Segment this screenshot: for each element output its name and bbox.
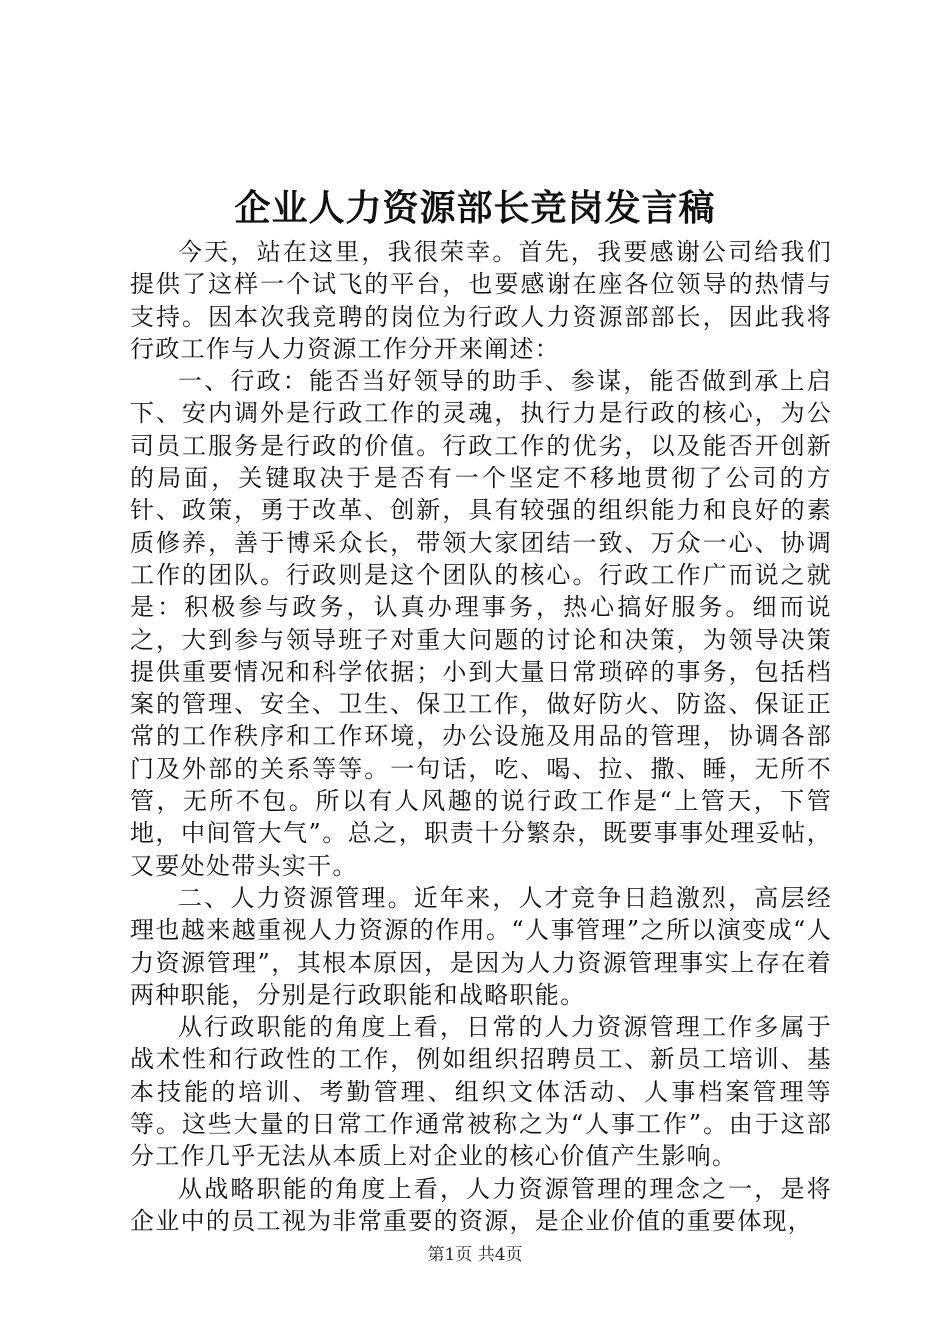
document-title: 企业人力资源部长竞岗发言稿 bbox=[234, 187, 716, 229]
paragraph-hr-management: 二、人力资源管理。近年来，人才竞争日趋激烈，高层经理也越来越重视人力资源的作用。“人事管理”之所以演变成“人力资源管理”，其根本原因，是因为人力资源管理事实上存在着两种职能，分别是行政职能和战略职能。 bbox=[130, 883, 832, 1009]
paragraph-administrative-function: 从行政职能的角度上看，日常的人力资源管理工作多属于战术性和行政性的工作，例如组织招聘员工、新员工培训、基本技能的培训、考勤管理、组织文体活动、人事档案管理等等。这些大量的日常工作通常被称之为“人事工作”。由于这部分工作几乎无法从本质上对企业的核心价值产生影响。 bbox=[130, 1013, 832, 1171]
paragraph-intro: 今天，站在这里，我很荣幸。首先，我要感谢公司给我们提供了这样一个试飞的平台，也要感谢在座各位领导的热情与支持。因本次我竞聘的岗位为行政人力资源部部长，因此我将行政工作与人力资源工作分开来阐述： bbox=[130, 238, 832, 363]
document-body bbox=[130, 236, 832, 1237]
paragraph-strategic-function: 从战略职能的角度上看，人力资源管理的理念之一，是将企业中的员工视为非常重要的资源，是企业价值的重要体现， bbox=[130, 1174, 832, 1235]
page-footer: 第1页 共4页 bbox=[427, 1245, 523, 1265]
paragraph-administration: 一、行政：能否当好领导的助手、参谋，能否做到承上启下、安内调外是行政工作的灵魂，执行力是行政的核心，为公司员工服务是行政的价值。行政工作的优劣，以及能否开创新的局面，关键取决于是否有一个坚定不移地贯彻了公司的方针、政策，勇于改革、创新，具有较强的组织能力和良好的素质修养，善于博采众长，带领大家团结一致、万众一心、协调工作的团队。行政则是这个团队的核心。行政工作广而说之就是：积极参与政务，认真办理事务，热心搞好服务。细而说之，大到参与领导班子对重大问题的讨论和决策，为领导决策提供重要情况和科学依据；小到大量日常琐碎的事务，包括档案的管理、安全、卫生、保卫工作，做好防火、防盗、保证正常的工作秩序和工作环境，办公设施及用品的管理，协调各部门及外部的关系等等。一句话，吃、喝、拉、撒、睡，无所不管，无所不包。所以有人风趣的说行政工作是“上管天，下管地，中间管大气”。总之，职责十分繁杂，既要事事处理妥帖，又要处处带头实干。 bbox=[130, 367, 832, 880]
